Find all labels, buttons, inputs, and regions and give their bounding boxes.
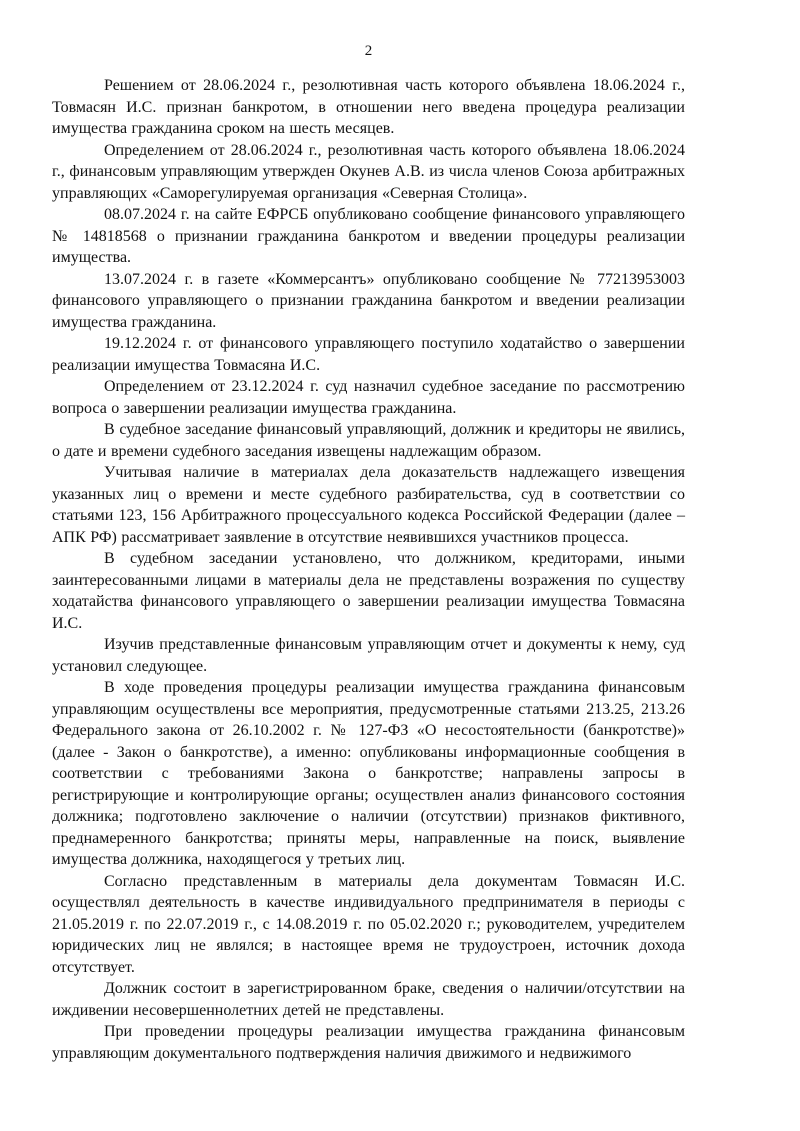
paragraph: 08.07.2024 г. на сайте ЕФРСБ опубликовано сообщение финансового управляющего № 14818568 о признании гражданина банкротом и введении процедуры реализации имущества. (52, 206, 685, 266)
document-body (52, 75, 685, 1064)
paragraph: При проведении процедуры реализации имущества гражданина финансовым управляющим документального подтверждения наличия движимого и недвижимого (52, 1023, 685, 1062)
paragraph: В судебном заседании установлено, что должником, кредиторами, иными заинтересованными лицами в материалы дела не представлены возражения по существу ходатайства финансового управляющего о завершении реализации имущества Товмасяна И.С. (52, 550, 685, 632)
paragraph: Определением от 23.12.2024 г. суд назначил судебное заседание по рассмотрению вопроса о завершении реализации имущества гражданина. (52, 378, 685, 417)
paragraph: В судебное заседание финансовый управляющий, должник и кредиторы не явились, о дате и времени судебного заседания извещены надлежащим образом. (52, 421, 685, 460)
paragraph: Учитывая наличие в материалах дела доказательств надлежащего извещения указанных лиц о времени и месте судебного разбирательства, суд в соответствии со статьями 123, 156 Арбитражного процессуального кодекса Российской Федерации (далее – АПК РФ) рассматривает заявление в отсутствие неявившихся участников процесса. (52, 464, 685, 546)
paragraph: Изучив представленные финансовым управляющим отчет и документы к нему, суд установил следующее. (52, 636, 685, 675)
paragraph: 13.07.2024 г. в газете «Коммерсантъ» опубликовано сообщение № 77213953003 финансового управляющего о признании гражданина банкротом и введении реализации имущества гражданина. (52, 270, 685, 331)
paragraph: В ходе проведения процедуры реализации имущества гражданина финансовым управляющим осуществлены все мероприятия, предусмотренные статьями 213.25, 213.26 Федерального закона от 26.10.2002 г. № 127-ФЗ «О несостоятельности (банкротстве)» (далее - Закон о банкротстве), а именно: опубликованы информационные сообщения в соответствии с требованиями Закона о банкротстве; направлены запросы в регистрирующие и контролирующие органы; осуществлен анализ финансового состояния должника; подготовлено заключение о наличии (отсутствии) признаков фиктивного, преднамеренного банкротства; приняты меры, направленные на поиск, выявление имущества должника, находящегося у третьих лиц. (52, 679, 685, 868)
paragraph: Должник состоит в зарегистрированном браке, сведения о наличии/отсутствии на иждивении несовершеннолетних детей не представлены. (52, 980, 685, 1019)
page-number: 2 (364, 43, 373, 59)
paragraph: Определением от 28.06.2024 г., резолютивная часть которого объявлена 18.06.2024 г., финансовым управляющим утвержден Окунев А.В. из числа членов Союза арбитражных управляющих «Саморегулируемая организация «Северная Столица». (52, 141, 685, 202)
paragraph: 19.12.2024 г. от финансового управляющего поступило ходатайство о завершении реализации имущества Товмасяна И.С. (52, 335, 685, 374)
paragraph: Решением от 28.06.2024 г., резолютивная часть которого объявлена 18.06.2024 г., Товмасян И.С. признан банкротом, в отношении него введена процедура реализации имущества гражданина сроком на шесть месяцев. (52, 77, 685, 137)
paragraph: Согласно представленным в материалы дела документам Товмасян И.С. осуществлял деятельность в качестве индивидуального предпринимателя в периоды с 21.05.2019 г. по 22.07.2019 г., с 14.08.2019 г. по 05.02.2020 г.; руководителем, учредителем юридических лиц не являлся; в настоящее время не трудоустроен, источник дохода отсутствует. (52, 872, 685, 976)
